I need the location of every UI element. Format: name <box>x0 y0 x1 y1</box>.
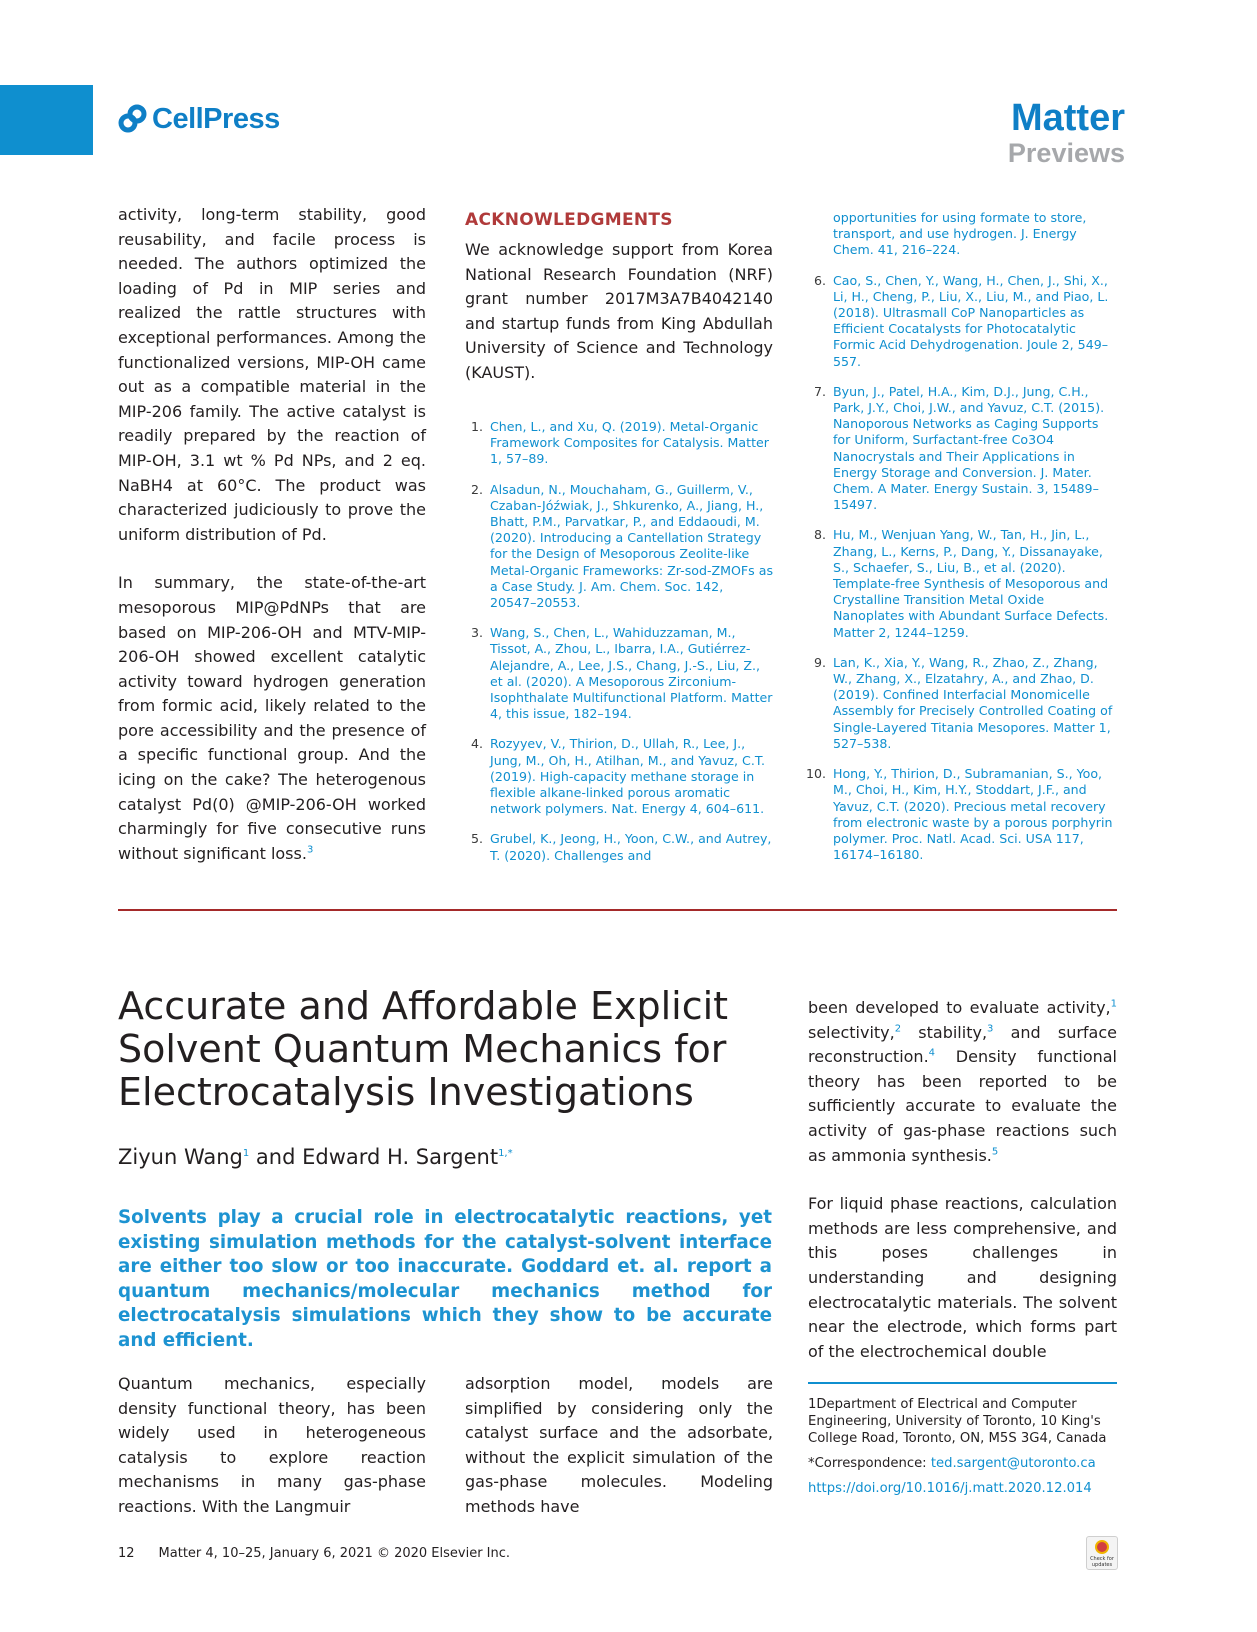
citation-link[interactable]: 4 <box>928 1047 936 1059</box>
reference-item[interactable]: 4. Rozyyev, V., Thirion, D., Ullah, R., Lee, J., Jung, M., Oh, H., Atilhan, M., and Yavuz, C.T. (2019). High-capacity methane storage in flexible alkane-linked porous aromatic network polymers. Nat. Energy 4, 604–611. <box>470 736 766 817</box>
email-link[interactable]: ted.sargent@utoronto.ca <box>930 1456 1096 1471</box>
journal-section: Previews <box>1007 138 1125 168</box>
reference-item[interactable]: 6. Cao, S., Chen, Y., Wang, H., Chen, J., Shi, X., Li, H., Cheng, P., Liu, X., Liu, M., and Piao, L. (2018). Ultrasmall CoP Nanoparticles as Efficient Cocatalysts for Photocatalytic Formic Acid Dehydrogenation. Joule 2, 549–557. <box>813 272 1109 369</box>
affiliation-marker[interactable]: 1 <box>242 1148 250 1159</box>
check-for-updates-badge[interactable] <box>1086 1536 1118 1570</box>
preview-paragraph: In summary, the state-of-the-art mesoporous MIP@PdNPs that are based on MIP-206-OH and MTV-MIP-206-OH showed excellent catalytic activity toward hydrogen generation from formic acid, likely related to the pore accessibility and the presence of a specific functional group. And the icing on the cake? The heterogenous catalyst Pd(0) @MIP-206-OH worked charmingly for five consecutive runs without significant loss.$^3$ <box>118 573 426 863</box>
reference-item[interactable]: 1. Chen, L., and Xu, Q. (2019). Metal-Organic Framework Composites for Catalysis. Matter 1, 57–89. <box>470 419 769 467</box>
reference-item[interactable]: 10. Hong, Y., Thirion, D., Subramanian, S., Yoo, M., Choi, H., Kim, H.Y., Stoddart, J.F., and Yavuz, C.T. (2020). Precious metal recovery from electronic waste by a porous porphyrin polymer. Proc. Natl. Acad. Sci. USA 117, 16174–16180. <box>805 766 1113 863</box>
acknowledgments-text: We acknowledge support from Korea National Research Foundation (NRF) grant number 2017M3A7B4042140 and startup funds from King Abdullah University of Science and Technology (KAUST). <box>465 240 773 382</box>
reference-item[interactable]: 2. Alsadun, N., Mouchaham, G., Guillerm, V., Czaban-Jóźwiak, J., Shkurenko, A., Jiang, H., Bhatt, P.M., Parvatkar, P., and Eddaoudi, M. (2020). Introducing a Cantellation Strategy for the Design of Mesoporous Zeolite-like Metal-Organic Frameworks: Zr-sod-ZMOFs as a Case Study. J. Am. Chem. Soc. 142, 20547–20553. <box>470 481 774 611</box>
citation-link[interactable]: 1 <box>1110 998 1117 1010</box>
page-number: 12 <box>118 1546 135 1561</box>
affiliation-divider <box>808 1382 1117 1384</box>
article-body-col2: adsorption model, models are simplified by considering only the catalyst surface and the adsorbate, without the explicit simulation of the gas-phase molecules. Modeling methods have <box>465 1374 773 1516</box>
publisher-name: CellPress <box>152 102 280 135</box>
article-body-col3 <box>808 996 1117 1364</box>
preview-paragraph: activity, long-term stability, good reusability, and facile process is needed. The authors optimized the loading of Pd in MIP series and realized the rattle structures with exceptional performances. Among the functionalized versions, MIP-OH came out as a compatible material in the MIP-206 family. The active catalyst is readily prepared by the reaction of MIP-OH, 3.1 wt % Pd NPs, and 2 eq. NaBH4 at 60°C. The product was characterized judiciously to prove the uniform distribution of Pd. <box>118 205 426 544</box>
reference-list <box>465 419 773 864</box>
article-title: Accurate and Affordable Explicit Solvent Quantum Mechanics for Electrocatalysis Investigations <box>118 984 729 1114</box>
header-color-block <box>0 85 93 155</box>
correspondence: *Correspondence: ted.sargent@utoronto.ca <box>808 1456 1096 1471</box>
citation-link[interactable]: 3 <box>306 844 314 856</box>
citation-link[interactable]: 3 <box>987 1023 994 1035</box>
page-footer <box>118 1546 510 1561</box>
acknowledgments-heading: ACKNOWLEDGMENTS <box>465 210 673 230</box>
doi-line <box>808 1480 1117 1497</box>
badge-label: Check for updates <box>1090 1556 1114 1568</box>
affiliation-block <box>808 1396 1117 1497</box>
journal-masthead <box>1008 98 1125 168</box>
doi-link[interactable]: https://doi.org/10.1016/j.matt.2020.12.014 <box>808 1481 1092 1496</box>
publisher-logo[interactable] <box>118 102 280 136</box>
author-name[interactable]: Edward H. Sargent <box>302 1145 499 1169</box>
reference-item[interactable]: 9. Lan, K., Xia, Y., Wang, R., Zhao, Z., Zhang, W., Zhang, X., Elzatahry, A., and Zhao, D. (2019). Confined Interfacial Monomicelle Assembly for Precisely Controlled Coating of Single-Layered Titania Mesopores. Matter 1, 527–538. <box>813 654 1113 751</box>
article-lead: Solvents play a crucial role in electrocatalytic reactions, yet existing simulation methods for the catalyst-solvent interface are either too slow or too inaccurate. Goddard et. al. report a quantum mechanics/molecular mechanics method for electrocatalysis simulations which they show to be accurate and efficient. <box>118 1207 772 1351</box>
reference-item[interactable]: 7. Byun, J., Patel, H.A., Kim, D.J., Jung, C.H., Park, J.Y., Choi, J.W., and Yavuz, C.T. (2015). Nanoporous Networks as Caging Supports for Uniform, Surfactant-free Co3O4 Nanocrystals and Their Applications in Energy Storage and Conversion. J. Mater. Chem. A Mater. Energy Sustain. 3, 15489–15497. <box>813 383 1105 513</box>
check-updates-icon <box>1095 1540 1109 1554</box>
article-paragraph: For liquid phase reactions, calculation methods are less comprehensive, and this poses challenges in understanding and designing electrocatalytic materials. The solvent near the electrode, which forms part of the electrochemical double <box>808 1194 1117 1361</box>
section-divider <box>118 909 1117 911</box>
footer-citation: Matter 4, 10–25, January 6, 2021 © 2020 Elsevier Inc. <box>158 1546 511 1561</box>
citation-link[interactable]: 5 <box>991 1146 999 1158</box>
cellpress-logo-icon <box>118 104 148 134</box>
preview-body-column <box>118 203 426 866</box>
reference-item[interactable]: opportunities for using formate to store, transport, and use hydrogen. J. Energy Chem. 41, 216–224. <box>833 210 1087 258</box>
author-name[interactable]: Ziyun Wang <box>118 1145 243 1169</box>
reference-item[interactable]: 5. Grubel, K., Jeong, H., Yoon, C.W., and Autrey, T. (2020). Challenges and <box>470 831 772 863</box>
reference-item[interactable]: 8. Hu, M., Wenjuan Yang, W., Tan, H., Jin, L., Zhang, L., Kerns, P., Dang, Y., Dissanayake, S., Schaefer, S., Liu, B., et al. (2020). Template-free Synthesis of Mesoporous and Crystalline Transition Metal Oxide Nanoplates with Abundant Surface Defects. Matter 2, 1244–1259. <box>813 527 1109 640</box>
reference-list-continued <box>805 210 1117 863</box>
article-body-col1: Quantum mechanics, especially density functional theory, has been widely used in heterogeneous catalysis to explore reaction mechanisms in many gas-phase reactions. With the Langmuir <box>118 1374 426 1516</box>
reference-item[interactable]: 3. Wang, S., Chen, L., Wahiduzzaman, M., Tissot, A., Zhou, L., Ibarra, I.A., Gutiérrez-Alejandre, A., Lee, J.S., Chang, J.-S., Liu, Z., et al. (2020). A Mesoporous Zirconium-Isophthalate Multifunctional Platform. Matter 4, this issue, 182–194. <box>470 625 773 722</box>
citation-link[interactable]: 2 <box>894 1023 902 1035</box>
article-authors: Ziyun Wang$^1$ and Edward H. Sargent$^{1,*}$ <box>118 1145 513 1169</box>
affiliation-marker[interactable]: 1,* <box>498 1148 513 1159</box>
article-paragraph: been developed to evaluate activity,$^1$ selectivity,$^2$ stability,$^3$ and surface reconstruction.$^4$ Density functional theory has been reported to be sufficiently accurate to evaluate the activity of gas-phase reactions such as ammonia synthesis.$^5$ <box>808 998 1117 1165</box>
affiliation-text: 1Department of Electrical and Computer Engineering, University of Toronto, 10 King's College Road, Toronto, ON, M5S 3G4, Canada <box>808 1397 1107 1446</box>
journal-name: Matter <box>1010 97 1125 139</box>
